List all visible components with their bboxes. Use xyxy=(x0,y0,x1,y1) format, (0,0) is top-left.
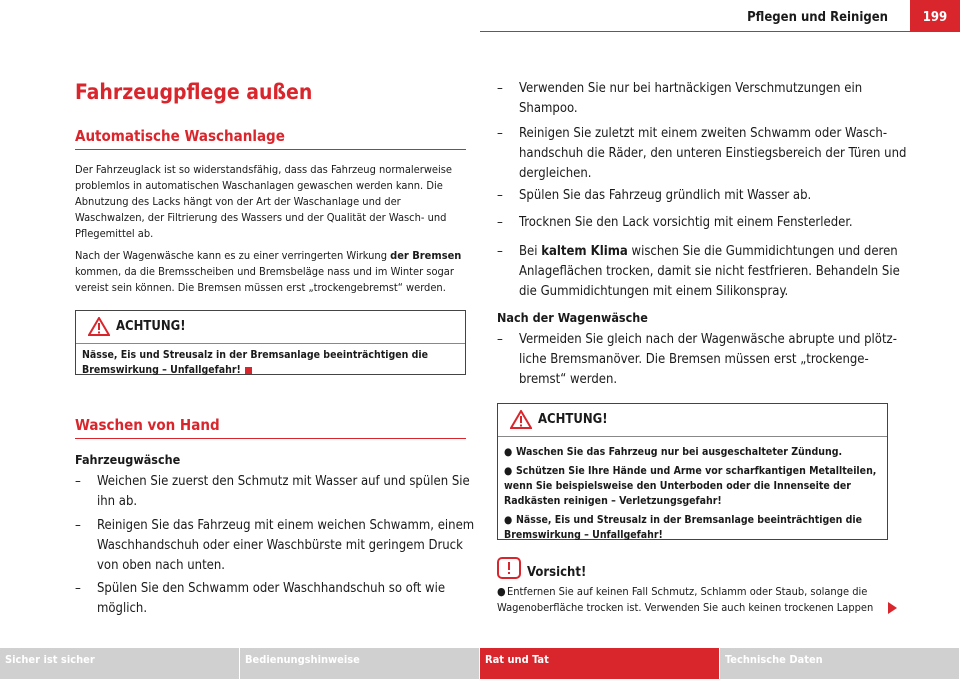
warning-box-brakes xyxy=(75,310,466,375)
list-item: – Bei kaltem Klima wischen Sie die Gummidichtungen und deren Anlageflächen trocken, damit sie nicht festfrieren. Behandeln Sie die Gummidichtungen mit einem Silikonspray. xyxy=(497,244,900,299)
list-item: – Spülen Sie den Schwamm oder Waschhandschuh so oft wie möglich. xyxy=(75,581,446,616)
warning-bullet: ● Schützen Sie Ihre Hände und Arme vor scharfkantigen Metallteilen, wenn Sie beispielsweise den Unterboden oder die Innenseite der Radkästen reinigen – Verletzungsgefahr! xyxy=(504,465,877,507)
warning-triangle-icon xyxy=(510,410,532,433)
warning-label: ACHTUNG! xyxy=(116,319,186,334)
page-number-badge: 199 xyxy=(910,0,960,32)
caution-label: Vorsicht! xyxy=(527,565,587,580)
header-rule xyxy=(480,31,910,32)
page-header-title: Pflegen und Reinigen xyxy=(747,10,888,25)
tab-rat-und-tat[interactable]: Rat und Tat xyxy=(480,648,720,679)
warning-box-washing xyxy=(497,403,888,540)
subhead-after-wash: Nach der Wagenwäsche xyxy=(497,310,648,325)
list-item: – Reinigen Sie zuletzt mit einem zweiten Schwamm oder Waschhandschuh die Räder, den unteren Einstiegsbereich der Türen und dergleichen. xyxy=(497,126,907,181)
end-marker-icon xyxy=(245,367,252,374)
list-item: – Reinigen Sie das Fahrzeug mit einem weichen Schwamm, einem Waschhandschuh oder einer Waschbürste mit geringem Druck von oben nach unten. xyxy=(75,518,475,573)
list-item: – Weichen Sie zuerst den Schmutz mit Wasser auf und spülen Sie ihn ab. xyxy=(75,474,470,509)
caution-icon xyxy=(497,566,521,585)
list-item: – Trocknen Sie den Lack vorsichtig mit einem Fensterleder. xyxy=(497,215,853,230)
warning-bullet: ● Waschen Sie das Fahrzeug nur bei ausgeschalteter Zündung. xyxy=(504,446,843,458)
list-item: – Vermeiden Sie gleich nach der Wagenwäsche abrupte und plötzliche Bremsmanöver. Die Bremsen müssen erst „trockengebremst“ werden. xyxy=(497,332,897,387)
section-title-automatic-wash: Automatische Waschanlage xyxy=(75,127,466,150)
warning-text: Nässe, Eis und Streusalz in der Bremsanlage beeinträchtigen die Bremswirkung – Unfallgefahr! xyxy=(82,349,429,376)
warning-bullets xyxy=(498,437,887,549)
warning-bullet: ● Nässe, Eis und Streusalz in der Bremsanlage beeinträchtigen die Bremswirkung – Unfallgefahr! xyxy=(504,514,863,541)
list-item: – Verwenden Sie nur bei hartnäckigen Verschmutzungen ein Shampoo. xyxy=(497,81,863,116)
continue-arrow-icon xyxy=(888,602,897,614)
subhead-vehicle-wash: Fahrzeugwäsche xyxy=(75,452,181,467)
caution-text: ●Entfernen Sie auf keinen Fall Schmutz, Schlamm oder Staub, solange die Wagenoberfläche trocken ist. Verwenden Sie auch keinen trockenen Lappen xyxy=(497,585,874,614)
warning-triangle-icon xyxy=(88,317,110,340)
paragraph-paint-resistance: Der Fahrzeuglack ist so widerstandsfähig, dass das Fahrzeug normalerweise problemlos in automatischen Waschanlagen gewaschen werden kann. Die Abnutzung des Lacks hängt von der Art der Waschanlage und der Waschwalzen, der Filtrierung des Wassers und der Qualität der Wasch- und Pflegemittel ab. xyxy=(75,163,453,240)
section-title-hand-wash: Waschen von Hand xyxy=(75,416,466,439)
caution-heading xyxy=(497,557,587,585)
tab-sicher-ist-sicher[interactable]: Sicher ist sicher xyxy=(0,648,240,679)
warning-box-header xyxy=(76,311,465,344)
tab-bedienungshinweise[interactable]: Bedienungshinweise xyxy=(240,648,480,679)
warning-label: ACHTUNG! xyxy=(538,412,608,427)
paragraph-brakes-after-wash: Nach der Wagenwäsche kann es zu einer verringerten Wirkung der Bremsen kommen, da die Bremsscheiben und Bremsbeläge nass und im Winter sogar vereist sein können. Die Bremsen müssen erst „trockengebremst“ werden. xyxy=(75,249,462,294)
warning-box-header xyxy=(498,404,887,437)
footer-nav xyxy=(0,648,960,679)
chapter-title: Fahrzeugpflege außen xyxy=(75,80,313,104)
tab-technische-daten[interactable]: Technische Daten xyxy=(720,648,960,679)
list-item: – Spülen Sie das Fahrzeug gründlich mit Wasser ab. xyxy=(497,188,812,203)
